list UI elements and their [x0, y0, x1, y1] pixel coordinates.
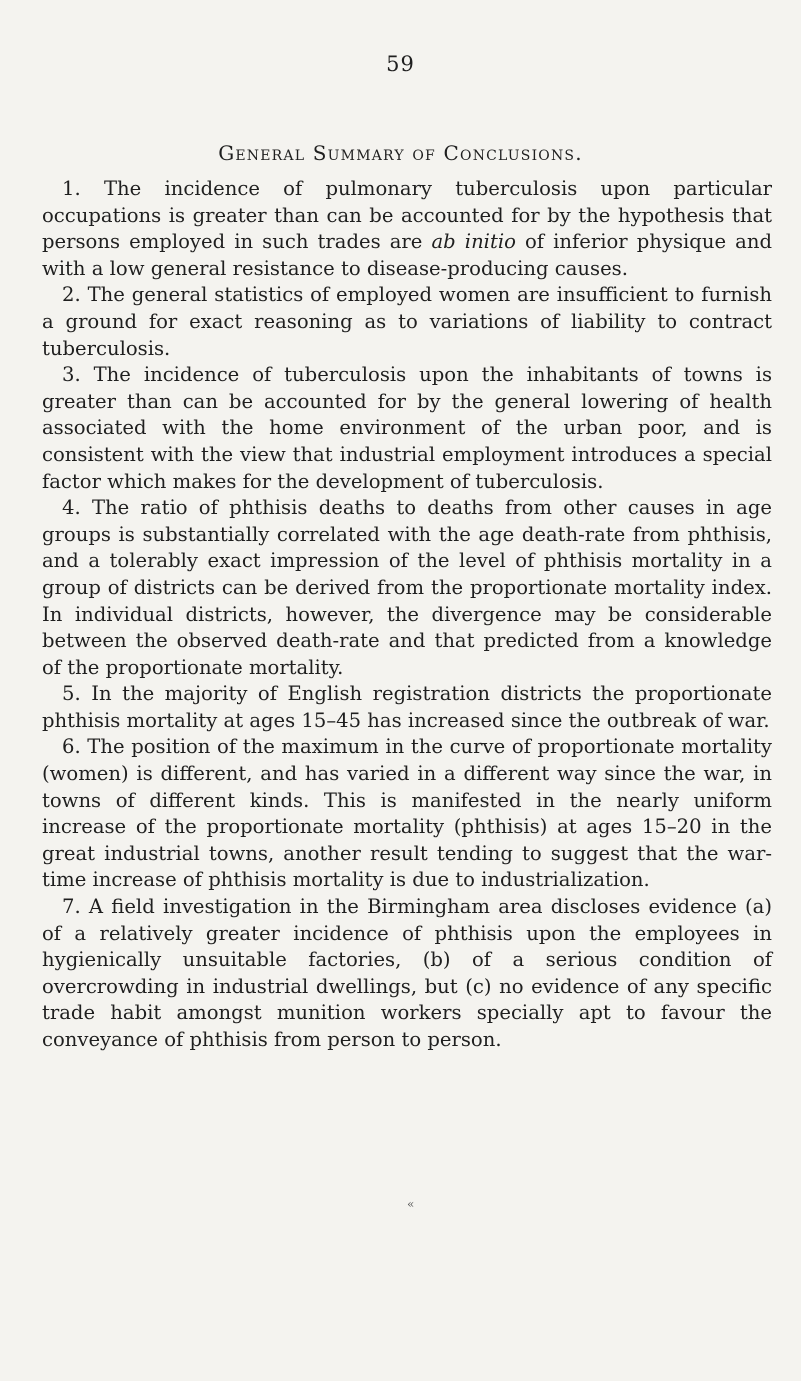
conclusion-7: 7. A field investigation in the Birmingham area discloses evidence (a) of a relatively greater incidence of phthisis upon the employees in hygienically unsuitable factories, (b) of a serious condition of overcrowding in industrial dwellings, but (c) no evidence of any specific trade habit amongst munition workers specially apt to favour the conveyance of phthisis from person to person. [42, 895, 772, 1051]
page-number: 59 [386, 52, 415, 76]
section-heading: General Summary of Conclusions. [218, 141, 583, 165]
conclusion-5: 5. In the majority of English registration districts the proportionate phthisis mortality at ages 15–45 has increased since the outbreak of war. [42, 682, 772, 732]
conclusion-4: 4. The ratio of phthisis deaths to deaths from other causes in age groups is substantially correlated with the age death-rate from phthisis, and a tolerably exact impression of the level of phthisis mortality in a group of districts can be derived from the proportionate mortality index. In individual districts, however, the divergence may be considerable between the observed death-rate and that predicted from a knowledge of the proportionate mortality. [42, 496, 772, 679]
latin-phrase: ab initio [431, 230, 516, 254]
conclusion-3: 3. The incidence of tuberculosis upon the inhabitants of towns is greater than can be accounted for by the general lowering of health associated with the home environment of the urban poor, and is consistent with the view that industrial employment introduces a special factor which makes for the development of tuberculosis. [42, 363, 772, 493]
stray-print-mark: « [407, 1197, 415, 1211]
conclusion-1: 1. The incidence of pulmonary tuberculosis upon particular occupations is greater than can be accounted for by the hypothesis that persons employed in such trades are ab initio of inferior physique and with a low general resistance to disease-producing causes. [42, 177, 772, 280]
conclusion-6: 6. The position of the maximum in the curve of proportionate mortality (women) is different, and has varied in a different way since the war, in towns of different kinds. This is manifested in the nearly uniform increase of the proportionate mortality (phthisis) at ages 15–20 in the great industrial towns, another result tending to suggest that the war-time increase of phthisis mortality is due to industrialization. [42, 735, 772, 892]
conclusions-body [42, 176, 772, 1054]
conclusion-2: 2. The general statistics of employed women are insufficient to furnish a ground for exact reasoning as to variations of liability to contract tuberculosis. [42, 283, 772, 360]
